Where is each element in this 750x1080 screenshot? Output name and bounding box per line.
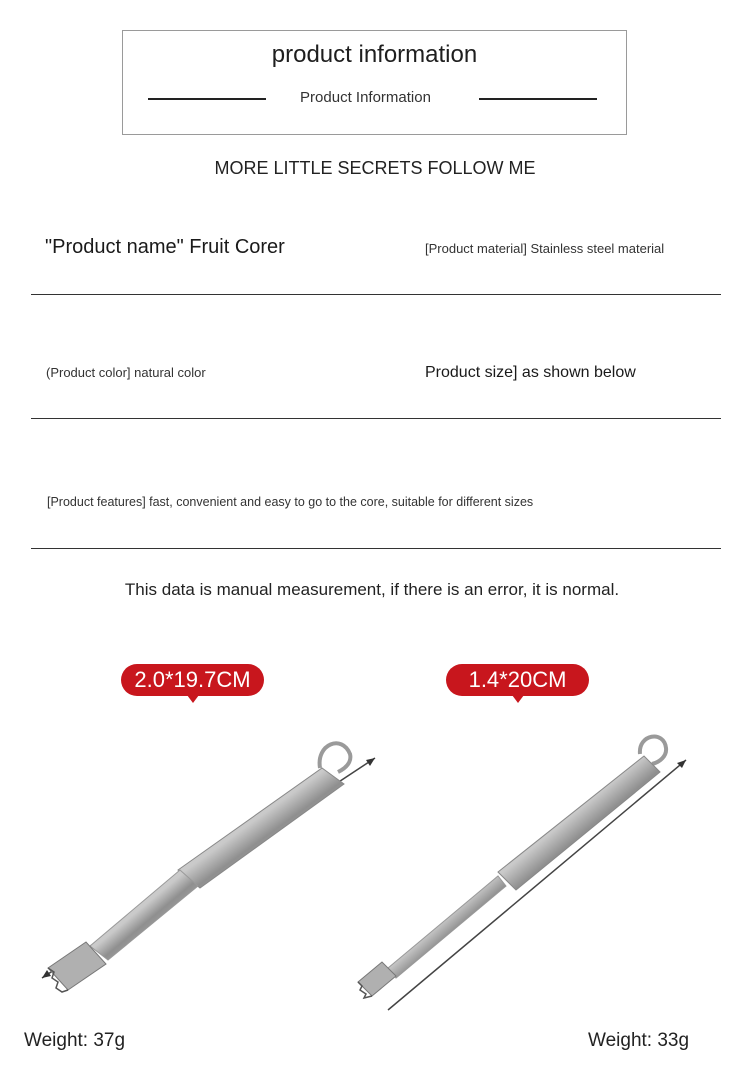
tagline: MORE LITTLE SECRETS FOLLOW ME: [214, 158, 536, 178]
divider: [31, 294, 721, 295]
divider: [31, 418, 721, 419]
product-information-header: [122, 30, 627, 135]
divider: [31, 548, 721, 549]
header-right-rule: [479, 98, 597, 100]
product-features: [Product features] fast, convenient and easy to go to the core, suitable for different sizes: [47, 495, 534, 509]
product-name: "Product name" Fruit Corer: [45, 236, 285, 258]
measurement-note: This data is manual measurement, if there is an error, it is normal.: [124, 580, 620, 599]
weight-value: 33g: [657, 1030, 690, 1051]
weight-large: [24, 1030, 125, 1052]
dimension-badge: 1.4*20CM: [446, 664, 589, 696]
product-size: Product size] as shown below: [425, 364, 636, 381]
dimension-badge: 2.0*19.7CM: [121, 664, 264, 696]
header-left-rule: [148, 98, 266, 100]
corer-small-icon: [348, 720, 698, 1020]
header-title: product information: [271, 41, 478, 68]
corer-large-icon: [30, 720, 380, 1020]
product-material: [Product material] Stainless steel material: [425, 241, 665, 256]
weight-label: Weight:: [588, 1030, 653, 1051]
weight-value: 37g: [93, 1030, 126, 1051]
weight-label: Weight:: [24, 1030, 89, 1051]
product-color: (Product color] natural color: [46, 365, 206, 380]
weight-small: [588, 1030, 689, 1052]
header-subtitle: Product Information: [300, 89, 431, 106]
